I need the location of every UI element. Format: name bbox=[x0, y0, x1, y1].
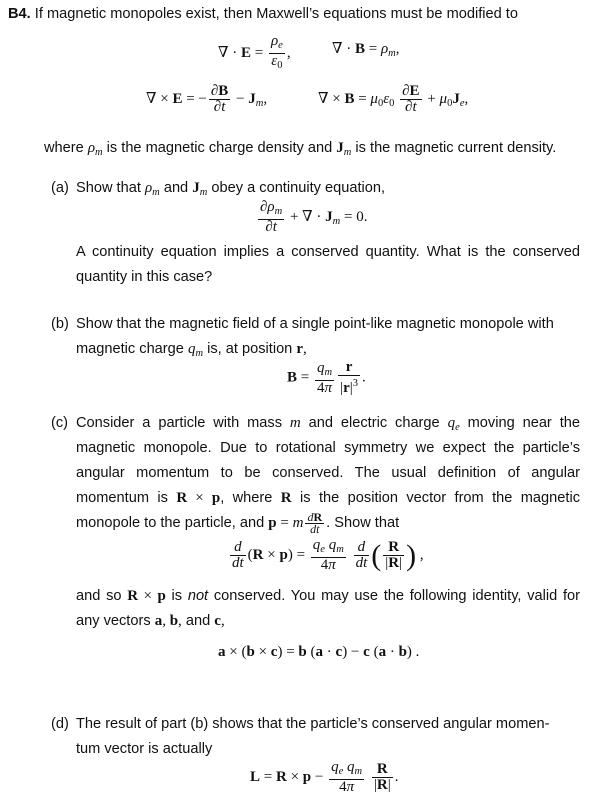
problem-intro bbox=[8, 2, 518, 27]
eq-dldt: $\frac{d}{dt}$ (R × p) = $\frac{q_e q_m}{4\pi}$ $\frac{d}{dt}$ ( $\frac{R}{|R|}$ ) , bbox=[232, 537, 424, 573]
eq-gauss-electric: ∇ · E = $\frac{\rho_e}{\varepsilon_0}$ , bbox=[218, 33, 291, 71]
part-b-label: (b) bbox=[51, 316, 69, 332]
part-d-label: (d) bbox=[51, 716, 69, 732]
part-c-line3: angular momentum to be conserved. The usual definition of angular bbox=[76, 465, 580, 481]
eq-bac-cab: a × (b × c) = b (a · c) − c (a · b) . bbox=[218, 644, 420, 660]
part-c-line5: monopole to the particle, and p = m $\frac{dR}{dt}$ . Show that bbox=[76, 510, 400, 537]
eq-continuity: $\frac{\partial\rho_m}{\partial t}$ + ∇ · $J_m = 0$. bbox=[260, 199, 368, 235]
intro-text: If magnetic monopoles exist, then Maxwell’s equations must be modified to bbox=[34, 6, 518, 22]
part-b-line1: Show that the magnetic field of a single point-like magnetic monopole with bbox=[76, 316, 554, 332]
eq-monopole-field: B = $\frac{q_m}{4\pi}$ $\frac{r}{|r|^3}$ . bbox=[287, 359, 366, 396]
eq-conserved-l: L = R × p − $\frac{q_e q_m}{4\pi}$ $\frac{R}{|R|}$ . bbox=[250, 759, 399, 795]
eq-gauss-magnetic: ∇ · $B = \rho_m$, bbox=[332, 41, 400, 59]
part-c-line4: momentum is R × p, where R is the position vector from the magnetic bbox=[76, 490, 580, 506]
part-a-label: (a) bbox=[51, 180, 69, 196]
where-line: where $\rho_m$ is the magnetic charge density and $J_m$ is the magnetic current density. bbox=[44, 140, 557, 158]
part-d-line1: The result of part (b) shows that the particle’s conserved angular momen- bbox=[76, 716, 550, 732]
part-b-line2: magnetic charge $q_m$ is, at position r, bbox=[76, 341, 307, 359]
part-c-after2: any vectors a, b, and c, bbox=[76, 613, 225, 629]
eq-ampere: ∇ × $B = \mu_0\varepsilon_0$ $\frac{\partial E}{\partial t}$ + $\mu_0J_e$, bbox=[318, 83, 469, 115]
part-a-followup: A continuity equation implies a conserved quantity. What is the conserved quantity in this case? bbox=[76, 244, 580, 285]
part-d-line2: tum vector is actually bbox=[76, 741, 213, 757]
part-c-label: (c) bbox=[51, 415, 69, 431]
problem-label: B4. bbox=[8, 6, 31, 22]
eq-faraday: ∇ × E = − $\frac{\partial B}{\partial t}$ − $J_m$, bbox=[146, 83, 268, 115]
part-c-line1: Consider a particle with mass m and electric charge $q_e$ moving near the bbox=[76, 415, 580, 433]
part-c-line2: magnetic monopole. Due to rotational symmetry we expect the particle’s bbox=[76, 440, 580, 456]
part-a-line1: Show that $\rho_m$ and $J_m$ obey a continuity equation, bbox=[76, 180, 386, 198]
part-c-after1: and so R × p is not conserved. You may use the following identity, valid for bbox=[76, 588, 580, 604]
